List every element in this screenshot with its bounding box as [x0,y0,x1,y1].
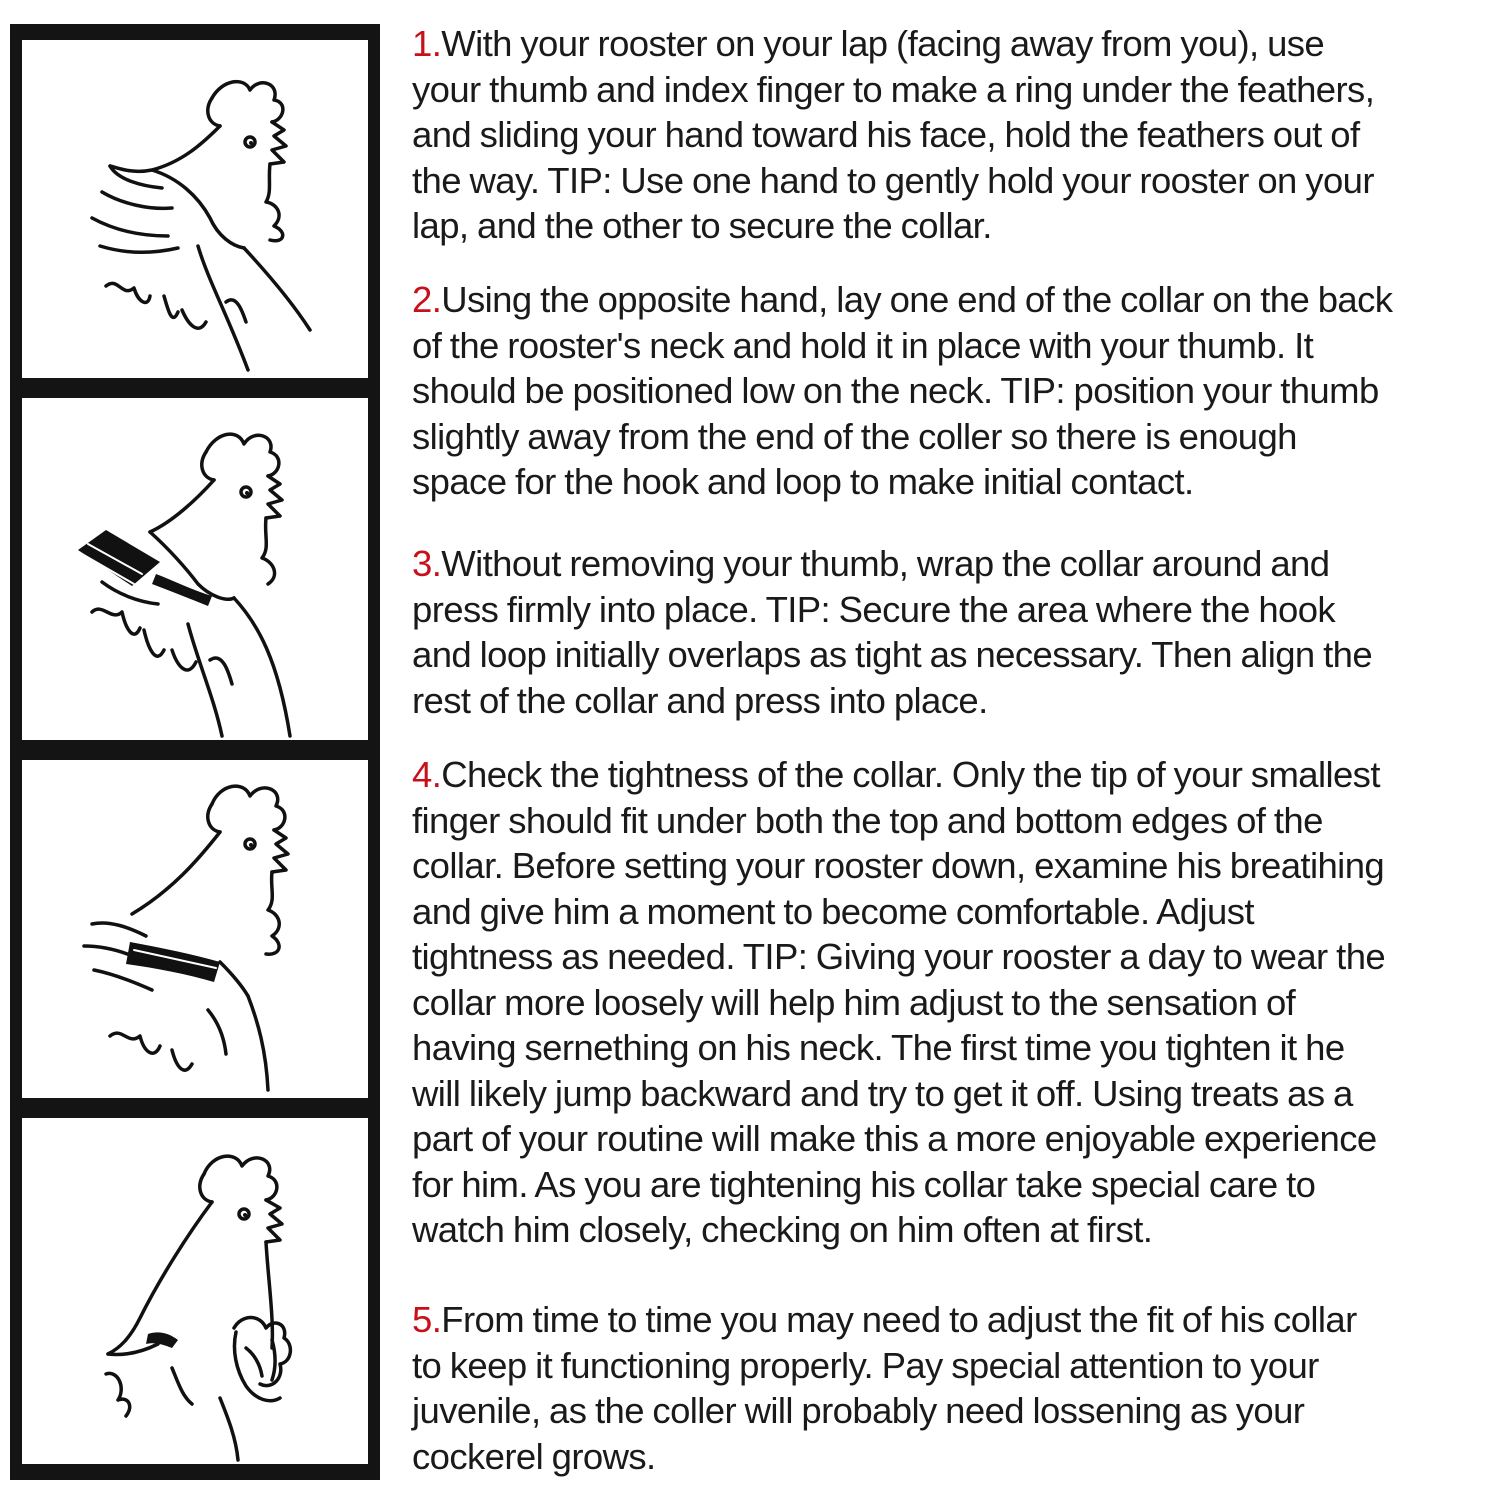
step-line: your thumb and index finger to make a ring under the feathers, [412,68,1375,110]
step-line: and give him a moment to become comfortable. Adjust [412,890,1254,932]
step-4 [412,752,1500,1253]
illustration-panel-3 [22,760,368,1098]
illustration-panel-4 [22,1118,368,1464]
step-line [412,277,1500,323]
step-line: finger should fit under both the top and bottom edges of the [412,799,1323,841]
step-line: for him. As you are tightening his collar take special care to [412,1163,1316,1205]
step-line: part of your routine will make this a more enjoyable experience [412,1118,1377,1159]
step-1 [412,21,1500,249]
step-text: Without removing your thumb, wrap the collar around and [441,543,1330,584]
step-line: the way. TIP: Use one hand to gently hold your rooster on your [412,159,1374,201]
rooster-hand-ring-illustration [22,40,368,378]
step-text: From time to time you may need to adjust the fit of his collar [441,1299,1357,1340]
step-text: Check the tightness of the collar. Only the tip of your smallest [441,754,1380,795]
step-line: juvenile, as the coller will probably need lossening as your [412,1390,1305,1431]
step-line: slightly away from the end of the coller so there is enough [412,415,1297,457]
step-line: cockerel grows. [412,1435,656,1477]
step-number: 5. [412,1299,442,1340]
step-line: and sliding your hand toward his face, hold the feathers out of [412,114,1360,155]
step-line: having sernething on his neck. The first time you tighten it he [412,1027,1345,1068]
rooster-collar-wrap-illustration [22,760,368,1098]
step-text: Using the opposite hand, lay one end of the collar on the back [441,279,1393,320]
step-line [412,541,1500,587]
step-line: collar. Before setting your rooster down, examine his breatihing [412,845,1385,886]
step-line: collar more loosely will help him adjust to the sensation of [412,981,1296,1023]
step-number: 1. [412,23,442,64]
illustration-strip [10,24,380,1480]
step-line [412,21,1500,67]
illustration-panel-2 [22,398,368,740]
step-3 [412,541,1500,723]
step-line: watch him closely, checking on him often at first. [412,1209,1153,1250]
step-line: will likely jump backward and try to get it off. Using treats as a [412,1072,1353,1114]
step-number: 3. [412,543,442,584]
step-line [412,752,1500,798]
rooster-collar-thumb-illustration [22,398,368,740]
step-line: should be positioned low on the neck. TIP: position your thumb [412,370,1379,411]
step-line: space for the hook and loop to make initial contact. [412,461,1194,502]
step-number: 2. [412,279,442,320]
step-line: tightness as needed. TIP: Giving your rooster a day to wear the [412,936,1386,977]
step-line [412,1297,1500,1343]
step-line: rest of the collar and press into place. [412,679,988,721]
step-line: of the rooster's neck and hold it in place with your thumb. It [412,324,1314,366]
step-line: press firmly into place. TIP: Secure the area where the hook [412,588,1336,630]
step-line: and loop initially overlaps as tight as necessary. Then align the [412,634,1373,675]
illustration-panel-1 [22,40,368,378]
step-5 [412,1297,1500,1479]
step-line: lap, and the other to secure the collar. [412,205,992,246]
step-text: With your rooster on your lap (facing away from you), use [441,23,1325,64]
step-line: to keep it functioning properly. Pay special attention to your [412,1344,1319,1386]
step-number: 4. [412,754,442,795]
step-2 [412,277,1500,505]
rooster-collar-check-illustration [22,1118,368,1464]
